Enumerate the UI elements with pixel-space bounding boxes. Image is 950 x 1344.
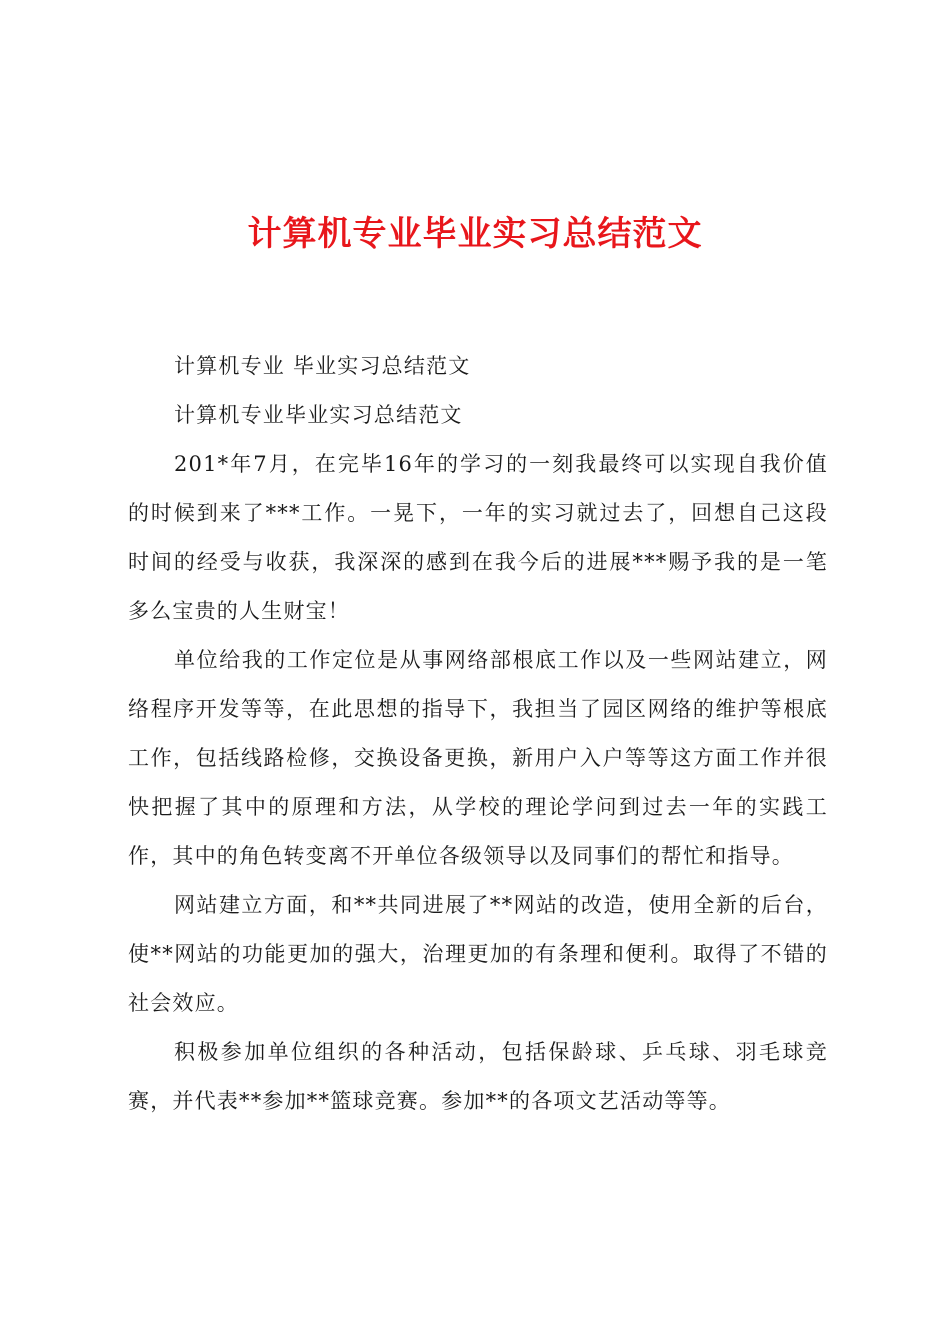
paragraph-3: 网站建立方面，和**共同进展了**网站的改造，使用全新的后台，使**网站的功能更加的强大，治理更加的有条理和便利。取得了不错的社会效应。 bbox=[128, 893, 828, 1015]
document-title: 计算机专业毕业实习总结范文 bbox=[247, 214, 703, 254]
paragraph-2: 单位给我的工作定位是从事网络部根底工作以及一些网站建立，网络程序开发等等，在此思想的指导下，我担当了园区网络的维护等根底工作，包括线路检修，交换设备更换，新用户入户等等这方面工作并很快把握了其中的原理和方法，从学校的理论学问到过去一年的实践工作，其中的角色转变离不开单位各级领导以及同事们的帮忙和指导。 bbox=[128, 648, 828, 868]
paragraph-1: 201*年7月，在完毕16年的学习的一刻我最终可以实现自我价值的时候到来了***工作。一晃下，一年的实习就过去了，回想自己这段时间的经受与收获，我深深的感到在我今后的进展***赐予我的是一笔多么宝贵的人生财宝！ bbox=[128, 452, 828, 623]
document-body bbox=[128, 342, 828, 1126]
subtitle-line-1: 计算机专业 毕业实习总结范文 bbox=[174, 354, 471, 378]
paragraph-4: 积极参加单位组织的各种活动，包括保龄球、乒乓球、羽毛球竞赛，并代表**参加**篮球竞赛。参加**的各项文艺活动等等。 bbox=[128, 1040, 828, 1113]
subtitle-line-2: 计算机专业毕业实习总结范文 bbox=[174, 403, 463, 427]
